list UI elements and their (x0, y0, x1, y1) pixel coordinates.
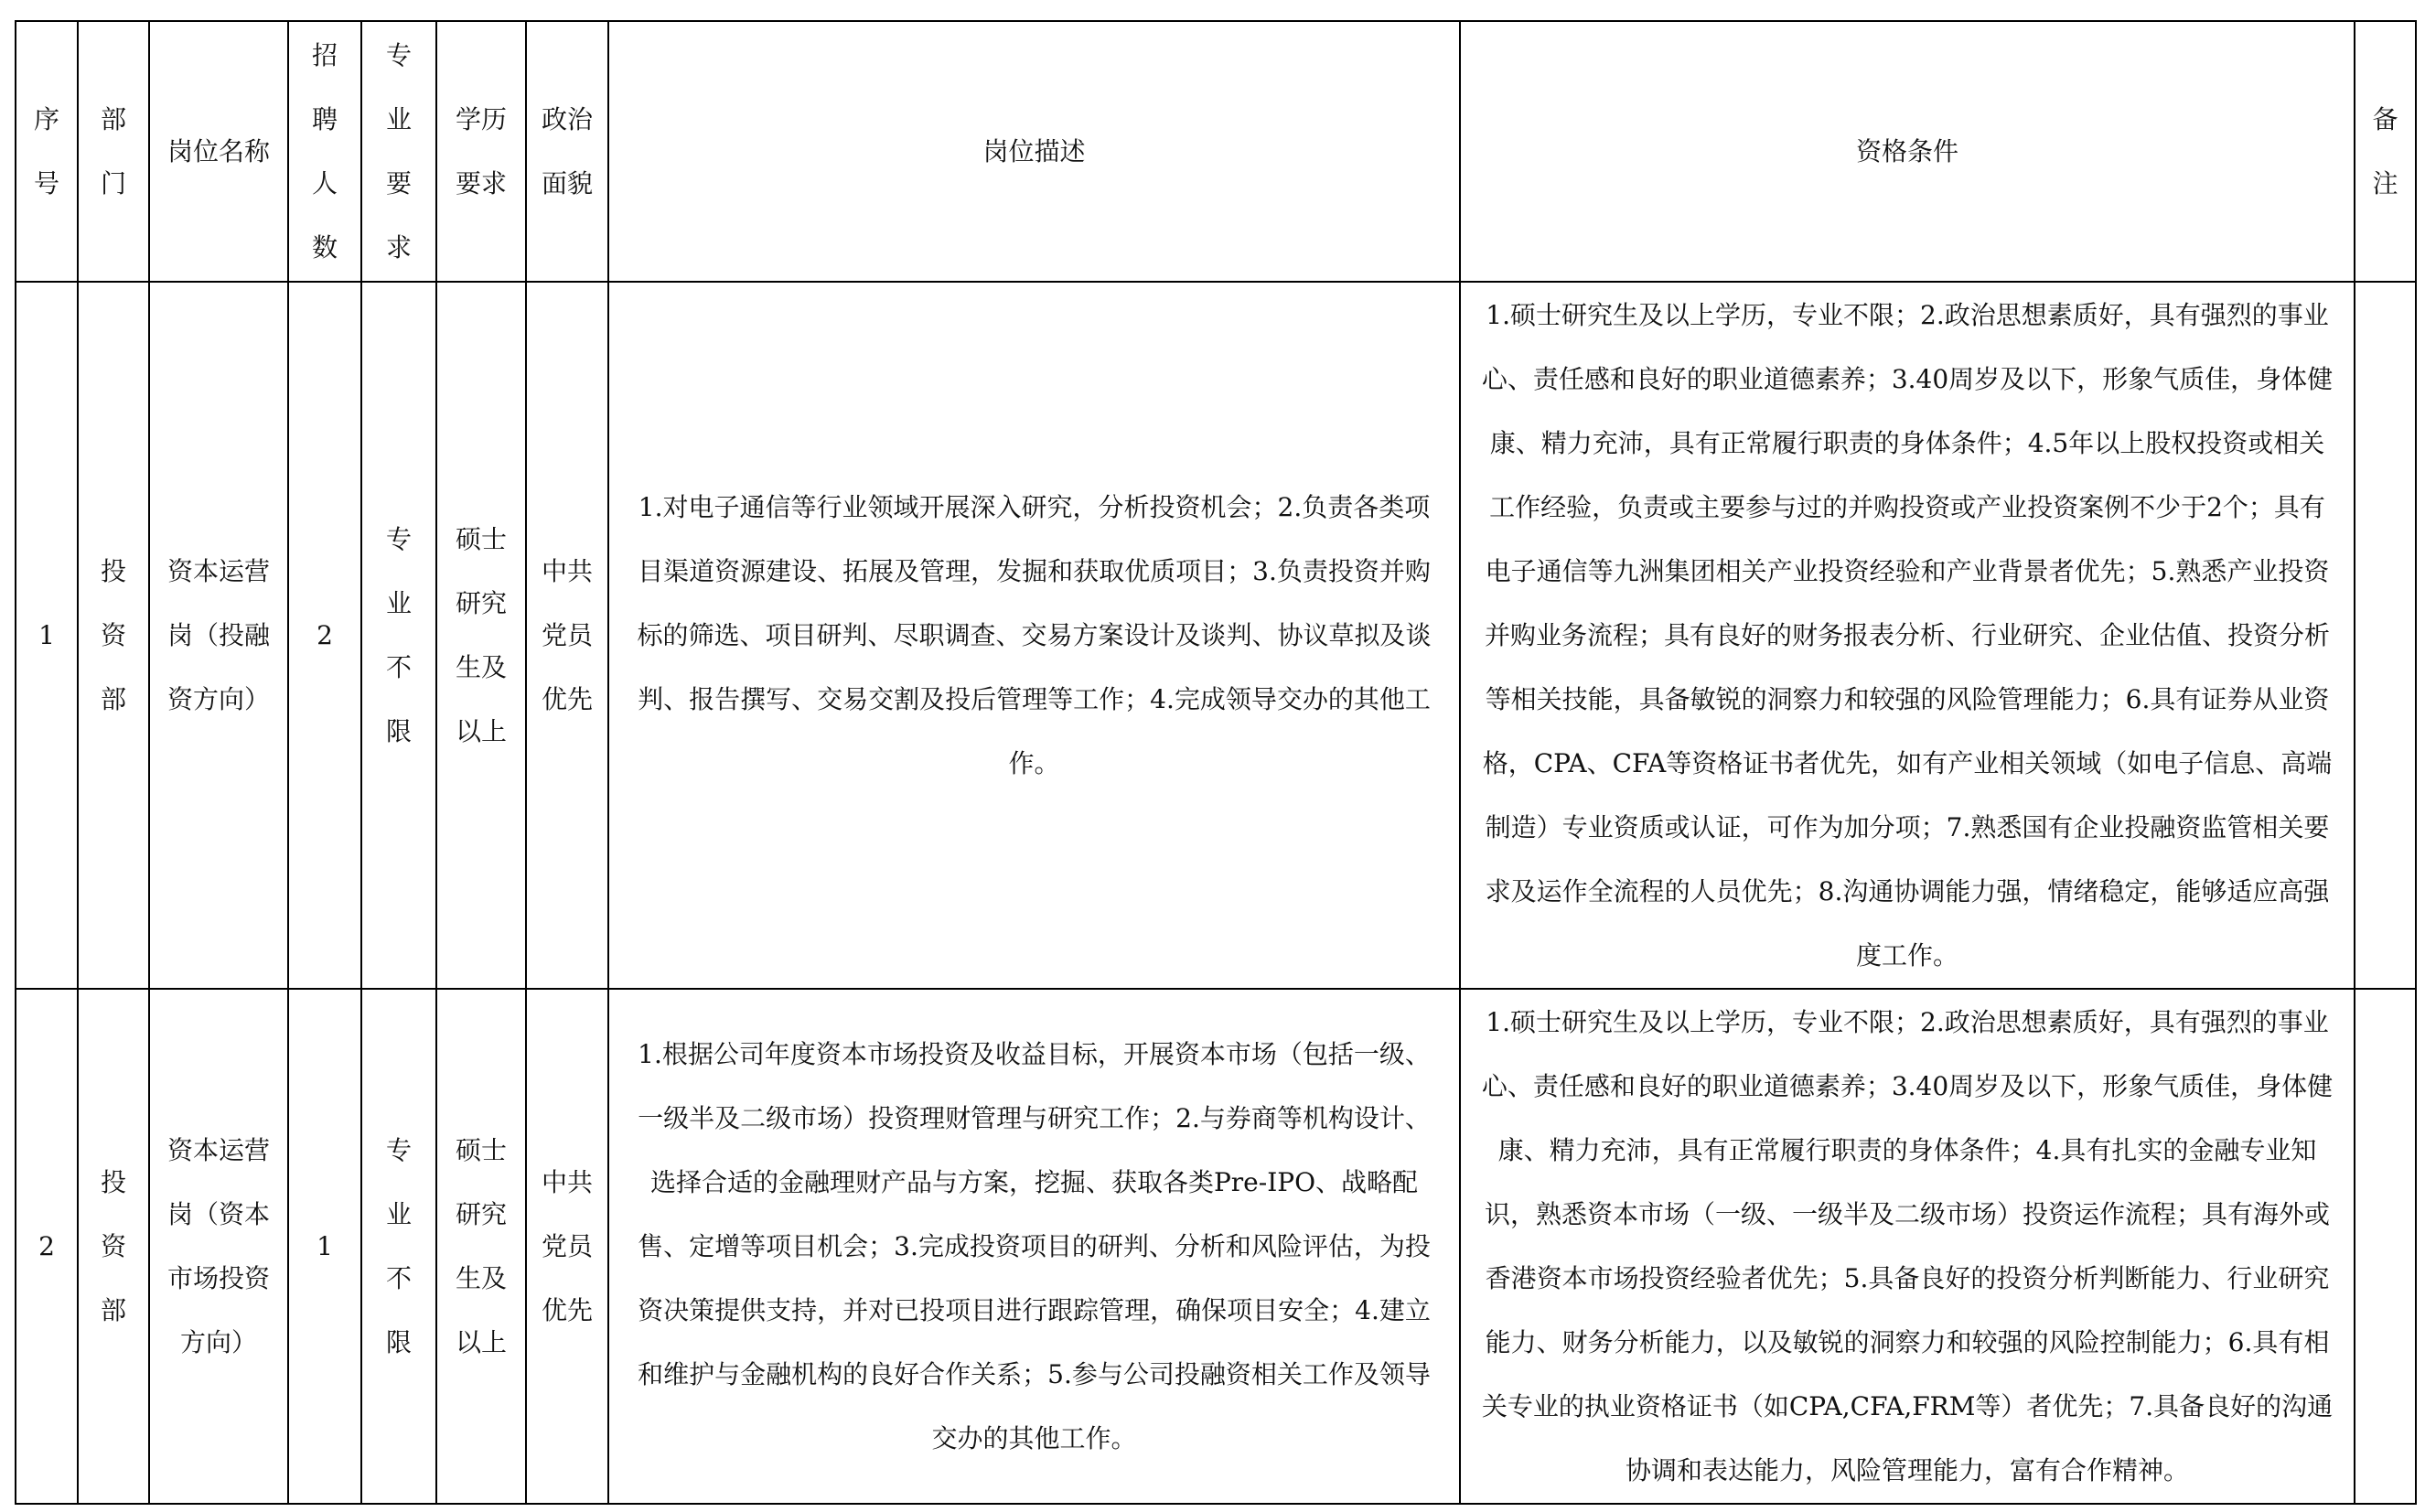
header-dept: 部门 (78, 21, 149, 282)
cell-count: 1 (288, 989, 361, 1504)
cell-position: 资本运营岗（投融资方向） (149, 282, 288, 989)
cell-politics: 中共党员优先 (526, 282, 608, 989)
header-count: 招聘人数 (288, 21, 361, 282)
cell-edu: 硕士研究生及以上 (436, 282, 526, 989)
cell-desc: 1.根据公司年度资本市场投资及收益目标，开展资本市场（包括一级、一级半及二级市场）投资理财管理与研究工作；2.与券商等机构设计、选择合适的金融理财产品与方案，挖掘、获取各类Pre-IPO、战略配售、定增等项目机会；3.完成投资项目的研判、分析和风险评估，为投资决策提供支持，并对已投项目进行跟踪管理，确保项目安全；4.建立和维护与金融机构的良好合作关系；5.参与公司投融资相关工作及领导交办的其他工作。 (608, 989, 1460, 1504)
cell-major: 专业不限 (361, 989, 436, 1504)
cell-no: 1 (16, 282, 78, 989)
cell-dept: 投资部 (78, 282, 149, 989)
header-major: 专业要求 (361, 21, 436, 282)
recruitment-table (15, 20, 2417, 1505)
header-no: 序号 (16, 21, 78, 282)
cell-politics: 中共党员优先 (526, 989, 608, 1504)
header-row (16, 21, 2416, 282)
cell-position: 资本运营岗（资本市场投资方向） (149, 989, 288, 1504)
header-politics: 政治面貌 (526, 21, 608, 282)
header-qual: 资格条件 (1460, 21, 2355, 282)
header-remark: 备注 (2355, 21, 2416, 282)
cell-no: 2 (16, 989, 78, 1504)
cell-edu: 硕士研究生及以上 (436, 989, 526, 1504)
cell-qual: 1.硕士研究生及以上学历，专业不限；2.政治思想素质好，具有强烈的事业心、责任感和良好的职业道德素养；3.40周岁及以下，形象气质佳，身体健康、精力充沛，具有正常履行职责的身体条件；4.具有扎实的金融专业知识，熟悉资本市场（一级、一级半及二级市场）投资运作流程；具有海外或香港资本市场投资经验者优先；5.具备良好的投资分析判断能力、行业研究能力、财务分析能力，以及敏锐的洞察力和较强的风险控制能力；6.具有相关专业的执业资格证书（如CPA,CFA,FRM等）者优先；7.具备良好的沟通协调和表达能力，风险管理能力，富有合作精神。 (1460, 989, 2355, 1504)
cell-qual: 1.硕士研究生及以上学历，专业不限；2.政治思想素质好，具有强烈的事业心、责任感和良好的职业道德素养；3.40周岁及以下，形象气质佳，身体健康、精力充沛，具有正常履行职责的身体条件；4.5年以上股权投资或相关工作经验，负责或主要参与过的并购投资或产业投资案例不少于2个；具有电子通信等九洲集团相关产业投资经验和产业背景者优先；5.熟悉产业投资并购业务流程；具有良好的财务报表分析、行业研究、企业估值、投资分析等相关技能，具备敏锐的洞察力和较强的风险管理能力；6.具有证券从业资格，CPA、CFA等资格证书者优先，如有产业相关领域（如电子信息、高端制造）专业资质或认证，可作为加分项；7.熟悉国有企业投融资监管相关要求及运作全流程的人员优先；8.沟通协调能力强，情绪稳定，能够适应高强度工作。 (1460, 282, 2355, 989)
header-position: 岗位名称 (149, 21, 288, 282)
cell-remark (2355, 282, 2416, 989)
table-row (16, 282, 2416, 989)
table-row (16, 989, 2416, 1504)
header-edu: 学历要求 (436, 21, 526, 282)
cell-dept: 投资部 (78, 989, 149, 1504)
cell-count: 2 (288, 282, 361, 989)
cell-remark (2355, 989, 2416, 1504)
header-desc: 岗位描述 (608, 21, 1460, 282)
cell-major: 专业不限 (361, 282, 436, 989)
cell-desc: 1.对电子通信等行业领域开展深入研究，分析投资机会；2.负责各类项目渠道资源建设、拓展及管理，发掘和获取优质项目；3.负责投资并购标的筛选、项目研判、尽职调查、交易方案设计及谈判、协议草拟及谈判、报告撰写、交易交割及投后管理等工作；4.完成领导交办的其他工作。 (608, 282, 1460, 989)
